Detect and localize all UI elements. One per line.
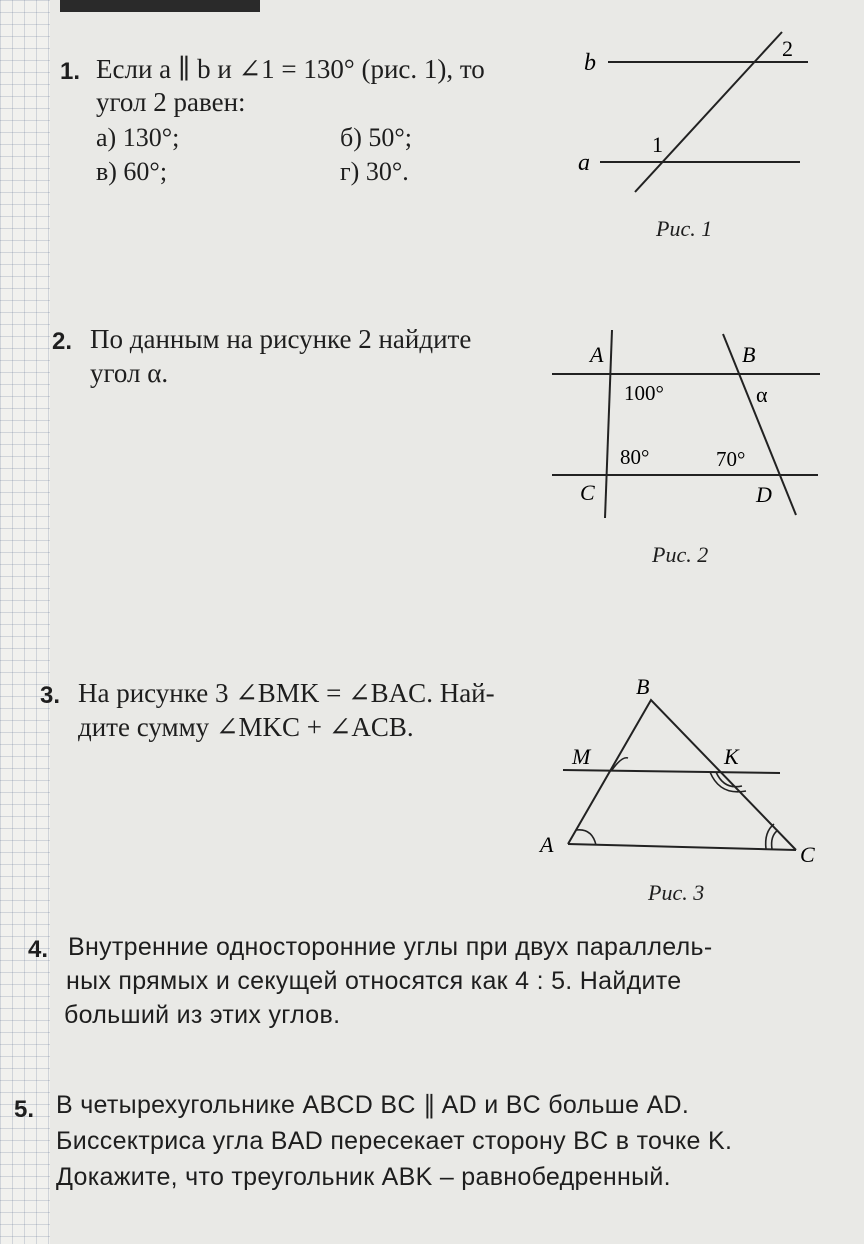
label-100: 100° bbox=[624, 381, 664, 405]
problem-4-number: 4. bbox=[28, 936, 49, 963]
figure-1-caption: Рис. 1 bbox=[656, 216, 713, 241]
label-70: 70° bbox=[716, 447, 746, 471]
problem-1-line-2: угол 2 равен: bbox=[96, 87, 246, 117]
problem-2-number: 2. bbox=[52, 328, 73, 355]
label-80: 80° bbox=[620, 445, 650, 469]
problem-1-option-a: а) 130°; bbox=[96, 123, 180, 152]
problem-1-option-g: г) 30°. bbox=[340, 157, 409, 186]
arc-A bbox=[576, 830, 596, 845]
figure-2-caption: Рис. 2 bbox=[652, 542, 709, 567]
label-M: M bbox=[572, 744, 591, 769]
problem-3-number: 3. bbox=[40, 682, 61, 709]
label-alpha: α bbox=[756, 382, 768, 407]
arc-K-2 bbox=[710, 772, 746, 792]
line-MK bbox=[563, 770, 780, 773]
problem-3-line-1: На рисунке 3 ∠BMK = ∠BAC. Най- bbox=[78, 678, 495, 708]
label-D: D bbox=[756, 482, 772, 507]
figure-3-caption: Рис. 3 bbox=[648, 880, 705, 905]
arc-C-1 bbox=[772, 830, 778, 849]
problem-4-line-3: больший из этих углов. bbox=[64, 1001, 341, 1029]
problem-2-line-1: По данным на рисунке 2 найдите bbox=[90, 324, 472, 354]
problem-3-line-2: дите сумму ∠MKC + ∠ACB. bbox=[78, 712, 414, 742]
label-C: C bbox=[580, 480, 595, 505]
label-A: A bbox=[540, 832, 554, 857]
problem-4-line-1: Внутренние односторонние углы при двух параллель- bbox=[68, 933, 713, 961]
label-2: 2 bbox=[782, 36, 793, 61]
label-C: C bbox=[800, 842, 815, 867]
label-A: A bbox=[590, 342, 604, 367]
problem-2-line-2: угол α. bbox=[90, 358, 169, 388]
label-B: B bbox=[636, 674, 650, 699]
problem-5-line-3: Докажите, что треугольник ABK – равнобедренный. bbox=[56, 1163, 671, 1191]
label-b: b bbox=[584, 50, 596, 76]
label-a: a bbox=[578, 150, 590, 176]
problem-1-option-v: в) 60°; bbox=[96, 157, 168, 186]
problem-4-line-2: ных прямых и секущей относятся как 4 : 5. Найдите bbox=[66, 967, 682, 995]
label-1: 1 bbox=[652, 132, 663, 157]
problem-1-number: 1. bbox=[60, 58, 81, 85]
problem-1-line-1: Если a ∥ b и ∠1 = 130° (рис. 1), то bbox=[96, 54, 485, 84]
sides-AB-BC bbox=[568, 700, 796, 850]
problem-5-line-2: Биссектриса угла BAD пересекает сторону BC в точке K. bbox=[56, 1127, 733, 1155]
problem-1-option-b: б) 50°; bbox=[340, 123, 413, 152]
problem-5-line-1: В четырехугольнике ABCD BC ∥ AD и BC больше AD. bbox=[56, 1091, 690, 1119]
label-K: K bbox=[724, 744, 739, 769]
problem-5-number: 5. bbox=[14, 1096, 35, 1123]
side-AC bbox=[568, 844, 796, 850]
label-B: B bbox=[742, 342, 756, 367]
